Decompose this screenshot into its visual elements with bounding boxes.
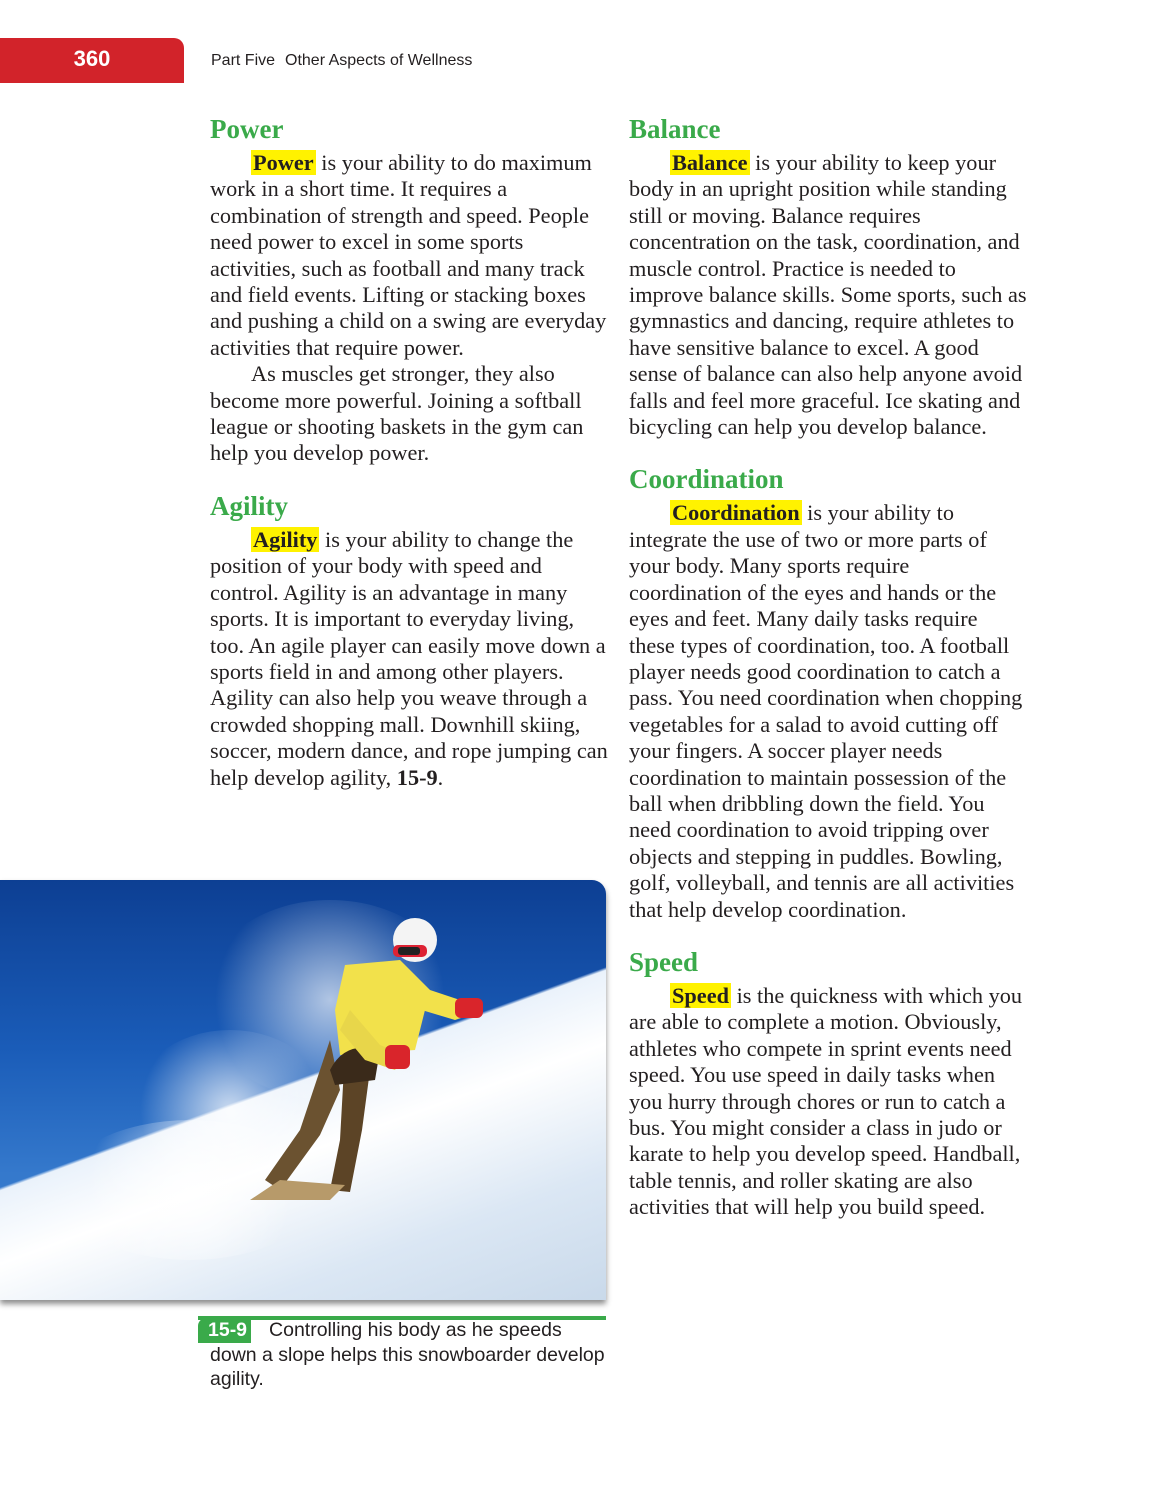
page-number-tab: [0, 38, 184, 83]
key-term: Coordination: [672, 500, 800, 526]
body-paragraph: [629, 500, 1027, 923]
page-number: 360: [73, 46, 111, 71]
left-column: [210, 112, 608, 813]
body-paragraph: [629, 150, 1027, 440]
body-paragraph: [629, 983, 1027, 1221]
paragraph-text: is your ability to change the position of your body with speed and control. Agility is an advantage in many sports. It is important to everyday living, too. An agile player can easily move down a sports field in and among other players. Agility can also help you weave through a crowded shopping mall. Downhill skiing, soccer, modern dance, and rope jumping can help develop agility,: [210, 526, 608, 790]
paragraph-end: .: [437, 764, 444, 790]
section-heading: Agility: [210, 490, 288, 521]
figure-reference[interactable]: 15-9: [396, 764, 438, 790]
paragraph-text: is your ability to integrate the use of two or more parts of your body. Many sports require coordination of the eyes and hands or the eyes and feet. Many daily tasks require these types of coordination, too. A football player needs good coordination to catch a pass. You need coordination when chopping vegetables for a salad to avoid cutting off your fingers. A soccer player needs coordination to maintain possession of the ball when dribbling down the field. You need coordination to avoid tripping over objects and stepping in puddles. Bowling, golf, volleyball, and tennis are all activities that help develop coordination.: [629, 500, 1023, 922]
key-term: Speed: [672, 982, 729, 1008]
body-paragraph: [210, 150, 608, 361]
part-label: Part Five: [211, 52, 276, 69]
snowboarder-figure: [0, 880, 606, 1300]
section-balance: [629, 112, 1027, 440]
running-header: [211, 52, 472, 70]
right-column: [629, 112, 1027, 1243]
section-heading: Power: [210, 114, 284, 144]
paragraph-text: is your ability to keep your body in an upright position while standing still or moving. Balance requires concentration on the task, coordination, and muscle control. Practice is needed to improve balance skills. Some sports, such as gymnastics and dancing, require athletes to have sensitive balance to excel. A good sense of balance can also help anyone avoid falls and feel more graceful. Ice skating and bicycling can help you develop balance.: [629, 150, 1027, 440]
caption-text: Controlling his body as he speeds down a slope helps this snowboarder develop agility.: [210, 1319, 605, 1390]
section-agility: [210, 489, 608, 791]
figure-caption: [210, 1318, 606, 1392]
body-paragraph: [210, 527, 608, 791]
section-heading: Coordination: [629, 464, 784, 495]
section-power: [210, 112, 608, 467]
paragraph-text: is the quickness with which you are able to complete a motion. Obviously, athletes who compete in sprint events need speed. You use speed in daily tasks when you hurry through chores or run to catch a bus. You might consider a class in judo or karate to help you develop speed. Handball, table tennis, and roller skating are also activities that will help you build speed.: [629, 982, 1023, 1220]
paragraph-text: is your ability to do maximum work in a short time. It requires a combination of strength and speed. People need power to excel in some sports activities, such as football and many track and field events. Lifting or stacking boxes and pushing a child on a swing are everyday activities that require power.: [210, 150, 607, 360]
body-paragraph: [210, 361, 608, 467]
section-heading: Balance: [629, 114, 721, 144]
snowboarder-photo: [0, 880, 606, 1300]
section-coordination: [629, 462, 1027, 923]
key-term: Agility: [253, 526, 318, 552]
section-speed: [629, 945, 1027, 1221]
figure-number: 15-9: [198, 1318, 251, 1343]
section-heading: Speed: [629, 946, 699, 977]
key-term: Balance: [672, 150, 748, 175]
key-term: Power: [253, 150, 314, 175]
paragraph-text: As muscles get stronger, they also become more powerful. Joining a softball league or shooting baskets in the gym can help you develop power.: [210, 361, 584, 466]
chapter-title: Other Aspects of Wellness: [285, 52, 473, 69]
